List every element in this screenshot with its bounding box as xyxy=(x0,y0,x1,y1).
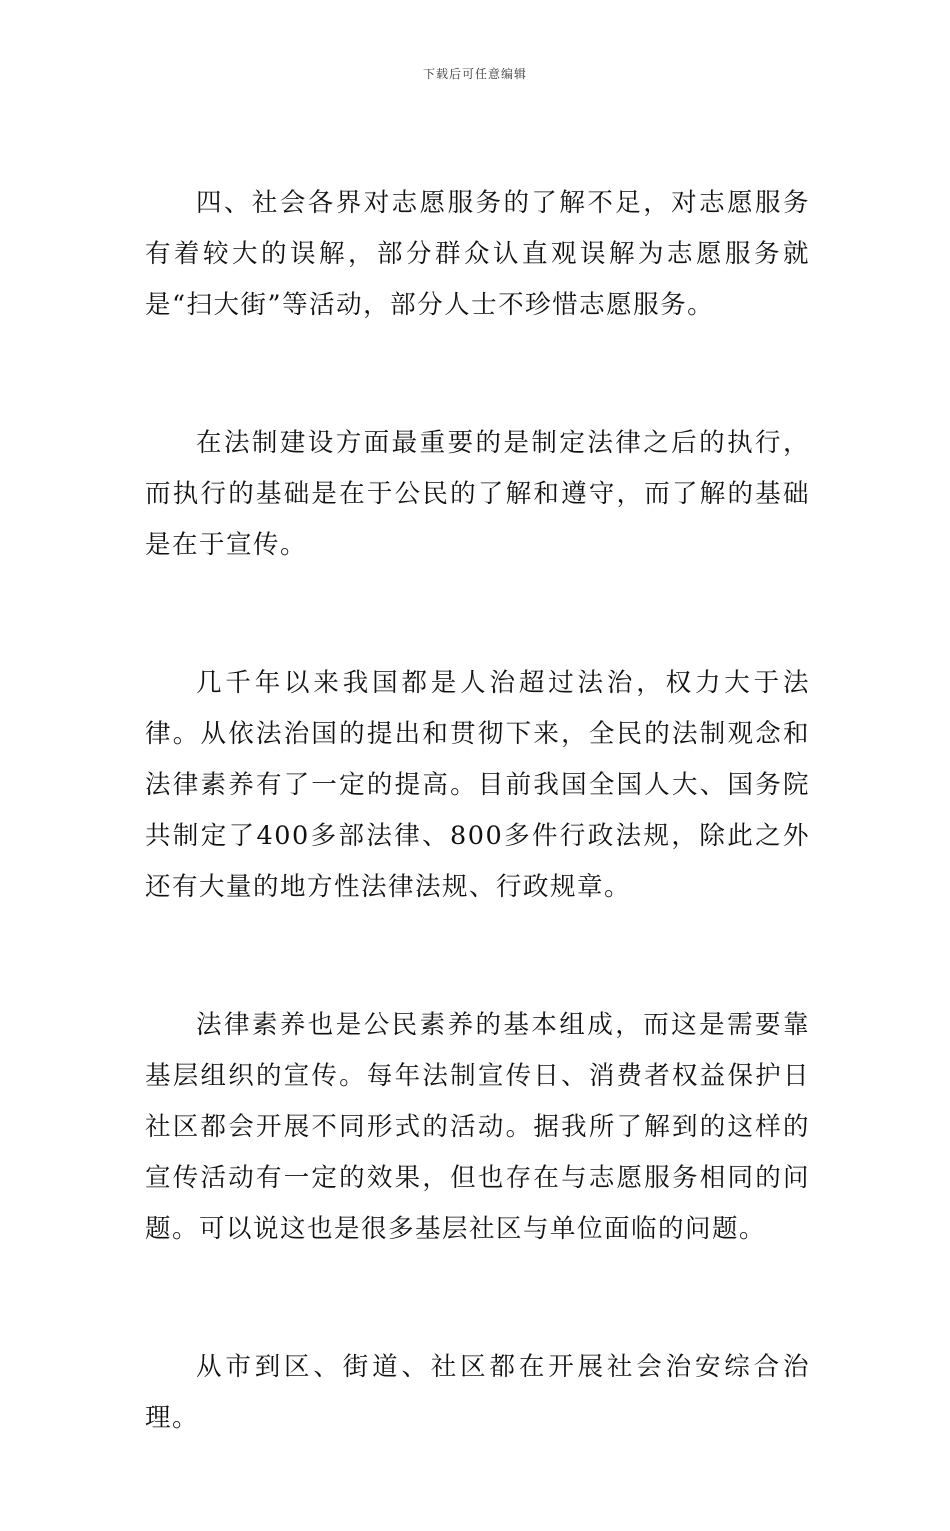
paragraph-4: 法律素养也是公民素养的基本组成，而这是需要靠基层组织的宣传。每年法制宣传日、消费者权益保护日社区都会开展不同形式的活动。据我所了解到的这样的宣传活动有一定的效果，但也存在与志愿服务相同的问题。可以说这也是很多基层社区与单位面临的问题。 xyxy=(145,1010,810,1244)
document-body xyxy=(145,178,810,1531)
paragraph-1: 四、社会各界对志愿服务的了解不足，对志愿服务有着较大的误解，部分群众认直观误解为志愿服务就是“扫大街”等活动，部分人士不珍惜志愿服务。 xyxy=(145,188,810,320)
page-header-note: 下载后可任意编辑 xyxy=(422,67,527,81)
paragraph-2: 在法制建设方面最重要的是制定法律之后的执行，而执行的基础是在于公民的了解和遵守，而了解的基础是在于宣传。 xyxy=(145,428,810,560)
paragraph-5: 从市到区、街道、社区都在开展社会治安综合治理。 xyxy=(145,1352,810,1433)
paragraph-3: 几千年以来我国都是人治超过法治，权力大于法律。从依法治国的提出和贯彻下来，全民的法制观念和法律素养有了一定的提高。目前我国全国人大、国务院共制定了400多部法律、800多件行政法规，除此之外还有大量的地方性法律法规、行政规章。 xyxy=(145,668,810,902)
